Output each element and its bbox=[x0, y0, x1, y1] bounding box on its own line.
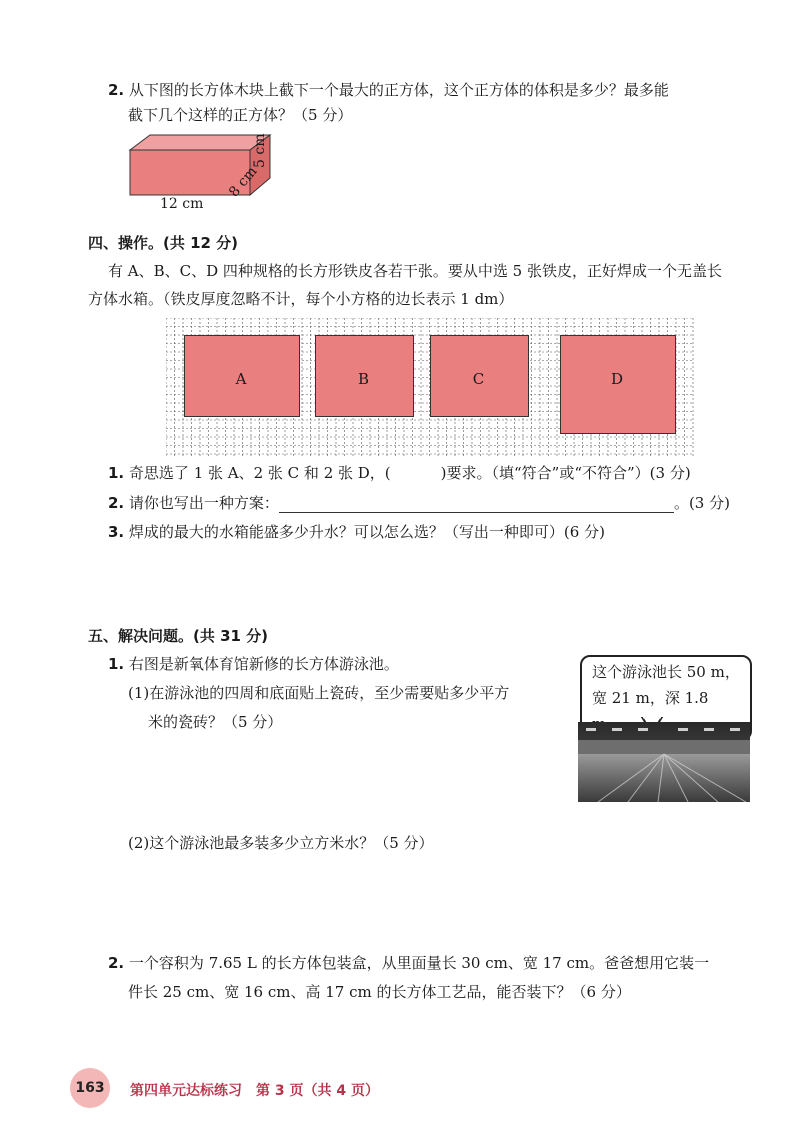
cuboid-width-label: 8 cm bbox=[226, 163, 261, 201]
section5-q1-sub2: (2)这个游泳池最多装多少立方米水？（5 分） bbox=[128, 834, 434, 852]
q2-number: 2. bbox=[108, 81, 125, 99]
section4-q3-number: 3. bbox=[108, 523, 125, 541]
sheet-c-label: C bbox=[472, 370, 485, 388]
pool-info-line2: 宽 21 m，深 1.8 bbox=[592, 689, 709, 707]
section4-q2-number: 2. bbox=[108, 494, 125, 512]
section5-title: 五、解决问题。(共 31 分) bbox=[88, 627, 269, 645]
section4-q1-number: 1. bbox=[108, 464, 125, 482]
cuboid-length-label: 12 cm bbox=[160, 196, 204, 212]
section5-q1-number: 1. bbox=[108, 655, 125, 673]
sheet-b-label: B bbox=[357, 370, 370, 388]
section4-q2-text-after: 。(3 分) bbox=[673, 494, 730, 512]
section4-q1-text-after: )要求。（填“符合”或“不符合”）(3 分) bbox=[440, 464, 691, 482]
section4-q2 bbox=[108, 493, 730, 513]
section4-intro-1: 有 A、B、C、D 四种规格的长方形铁皮各若干张。要从中选 5 张铁皮，正好焊成一个无盖长 bbox=[108, 262, 722, 280]
section4-q2-text-before: 请你也写出一种方案： bbox=[128, 494, 279, 512]
section5-q1-sub1-line1: (1)在游泳池的四周和底面贴上瓷砖，至少需要贴多少平方 bbox=[128, 684, 510, 702]
section5-q2-number: 2. bbox=[108, 954, 125, 972]
section5-q2-line1 bbox=[108, 953, 709, 973]
pool-info-line1: 这个游泳池长 50 m， bbox=[592, 663, 740, 681]
section4-q1 bbox=[108, 463, 691, 483]
section4-q1-text-before: 奇思选了 1 张 A、2 张 C 和 2 张 D，( bbox=[128, 464, 391, 482]
sheet-d-label: D bbox=[610, 370, 624, 388]
section4-q2-answer-line[interactable] bbox=[279, 496, 674, 513]
section4-q3 bbox=[108, 522, 605, 542]
footer-text: 第四单元达标练习 第 3 页（共 4 页） bbox=[130, 1083, 379, 1099]
page-number: 163 bbox=[75, 1080, 105, 1096]
q2-line2: 截下几个这样的正方体？（5 分） bbox=[128, 106, 353, 124]
section5-q1-sub1-line2: 米的瓷砖？（5 分） bbox=[148, 713, 283, 731]
q2-line1 bbox=[108, 80, 669, 100]
section4-q3-text: 焊成的最大的水箱能盛多少升水？可以怎么选？（写出一种即可）(6 分) bbox=[128, 523, 605, 541]
pool-photo bbox=[578, 722, 750, 802]
cuboid-height-label: 5 cm bbox=[252, 133, 268, 168]
section5-q1 bbox=[108, 654, 399, 674]
section4-intro-2: 方体水箱。（铁皮厚度忽略不计，每个小方格的边长表示 1 dm） bbox=[88, 290, 514, 308]
section5-q2-text-1: 一个容积为 7.65 L 的长方体包装盒，从里面量长 30 cm、宽 17 cm。爸爸想用它装一 bbox=[128, 954, 710, 972]
section5-q1-text: 右图是新氧体育馆新修的长方体游泳池。 bbox=[128, 655, 399, 673]
section5-q2-line2: 件长 25 cm、宽 16 cm、高 17 cm 的长方体工艺品，能否装下？（6 分） bbox=[128, 983, 631, 1001]
section4-title: 四、操作。(共 12 分) bbox=[88, 234, 239, 252]
q2-text-1: 从下图的长方体木块上截下一个最大的正方体，这个正方体的体积是多少？最多能 bbox=[128, 81, 669, 99]
sheet-a-label: A bbox=[235, 370, 247, 388]
